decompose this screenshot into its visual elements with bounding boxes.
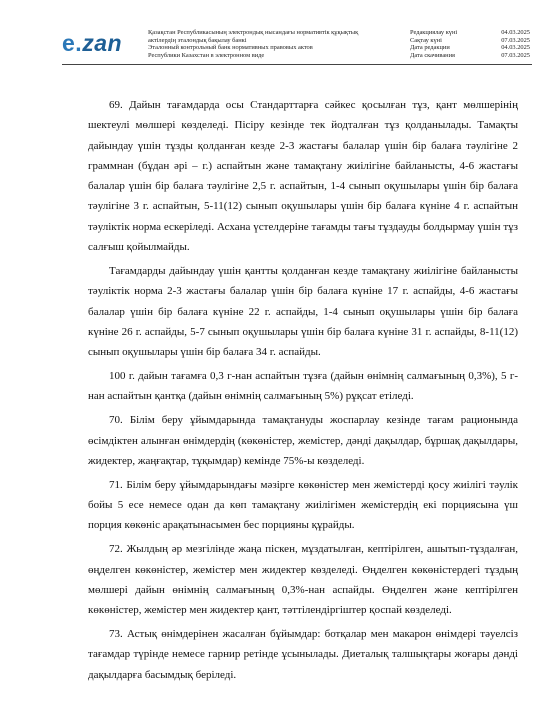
- paragraph-sugar: Тағамдарды дайындау үшін қантты қолданған кезде тамақтану жиілігіне байланысты тәуліктік норма 2-3 жастағы балалар үшін бір балаға күніне 17 г. аспайды, 4-6 жастағы балалар үшін бір балаға күніне 22 г. аспайды, 1-4 сынып оқушылары үшін бір балаға күніне 26 г. аспайды, 5-7 сынып оқушылары үшін бір балаға күніне 31 г. аспайды, 8-11(12) сынып оқушылары үшін бір балаға 34 г. аспайды.: [88, 264, 518, 359]
- meta-row: [410, 37, 530, 45]
- paragraph-73: 73. Астық өнімдерінен жасалған бұйымдар: ботқалар мен макарон өнімдері тәуелсіз тағамдар түрінде немесе гарнир ретінде ұсынылады. Диеталық талшықтары жоғары дәнді дақылдарға басымдық беріледі.: [88, 627, 518, 681]
- logo-dot: .: [75, 30, 83, 56]
- paragraph-72: 72. Жылдың әр мезгілінде жаңа піскен, мұздатылған, кептірілген, ашытып-тұздалған, өңделген көкөністер, жемістер мен жидектер көзделеді. Өңделген көкөністердегі тұздың мөлшері дайын өнімнің салмағының 0,3%-нан аспайды. Өңделген және кептірілген көкөністер, жемістер мен жидектер қант, тәттілендіргіштер қоспай көзделеді.: [88, 543, 518, 617]
- document-header: [0, 0, 557, 62]
- paragraph-salt-sugar-limit: 100 г. дайын тағамға 0,3 г-нан аспайтын тұзға (дайын өнімнің салмағының 0,3%), 5 г-нан аспайтын қантқа (дайын өнімнің салмағының 5%) рұқсат етіледі.: [88, 370, 518, 403]
- meta-row: [410, 29, 530, 37]
- document-body: [88, 95, 518, 688]
- header-line: Қазақстан Республикасының электрондық нысандағы нормативтік құқықтық: [148, 29, 359, 36]
- meta-label: Дата редакции: [410, 44, 450, 52]
- paragraph-71: 71. Білім беру ұйымдарындағы мәзірге көкөністер мен жемістерді қосу жиілігі тәулік бойы 5 есе немесе одан да көп тамақтану жиілігімен жемістердің екі порциясына үш порция көкөніс арақатынасымен бес порцияны құрайды.: [88, 478, 518, 532]
- meta-value: 04.03.2025: [501, 44, 530, 52]
- paragraph-70: 70. Білім беру ұйымдарында тамақтануды жоспарлау кезінде тағам рационында өсімдіктен алынған өнімдердің (көкөністер, жемістер, дәнді дақылдар, бұршақ дақылдары, жидектер, жаңғақтар, тұқымдар) кемінде 75%-ы көзделеді.: [88, 414, 518, 467]
- meta-label: Сақтау күні: [410, 36, 442, 44]
- ezan-logo: [62, 32, 122, 55]
- paragraph-69: 69. Дайын тағамдарда осы Стандарттарға сәйкес қосылған тұз, қант мөлшерінің шектеулі мөлшері көзделеді. Пісіру кезінде тек йодталған тұз қолданылады. Тамақты дайындау үшін тұзды қолданған кезде 2-3 жастағы балалар үшін бір балаға тәулігіне 2 граммнан (бұдан әрі – г.) аспайтын және тамақтану жиілігіне байланысты, 4-6 жастағы балалар үшін бір балаға тәулігіне 2,5 г. аспайтын, 1-4 сынып оқушылары үшін бір балаға тәулігіне 3 г. аспайтын, 5-11(12) сынып оқушылары үшін бір балаға күніне 4 г. аспайтын тәуліктік норма ескеріледі. Асхана үстелдеріне тағамды тағы тұздауды болдырмау үшін тұз салғыш қойылмайды.: [88, 99, 518, 254]
- header-bank-title: [148, 29, 403, 59]
- meta-value: 07.03.2025: [501, 36, 530, 44]
- meta-row: [410, 44, 530, 52]
- meta-value: 04.03.2025: [501, 29, 530, 36]
- logo-e: e: [62, 30, 76, 56]
- meta-row: [410, 52, 530, 60]
- header-line: актілердің эталондық бақылау банкі: [148, 36, 247, 44]
- header-line: Республики Казахстан в электронном виде: [148, 51, 265, 59]
- header-dates: [410, 29, 530, 59]
- meta-label: Дата скачивания: [410, 51, 455, 59]
- logo-zan: zan: [82, 30, 123, 56]
- meta-label: Редакциялау күні: [410, 29, 458, 36]
- meta-value: 07.03.2025: [501, 51, 530, 59]
- header-line: Эталонный контрольный банк нормативных правовых актов: [148, 44, 313, 52]
- header-divider: [62, 64, 532, 65]
